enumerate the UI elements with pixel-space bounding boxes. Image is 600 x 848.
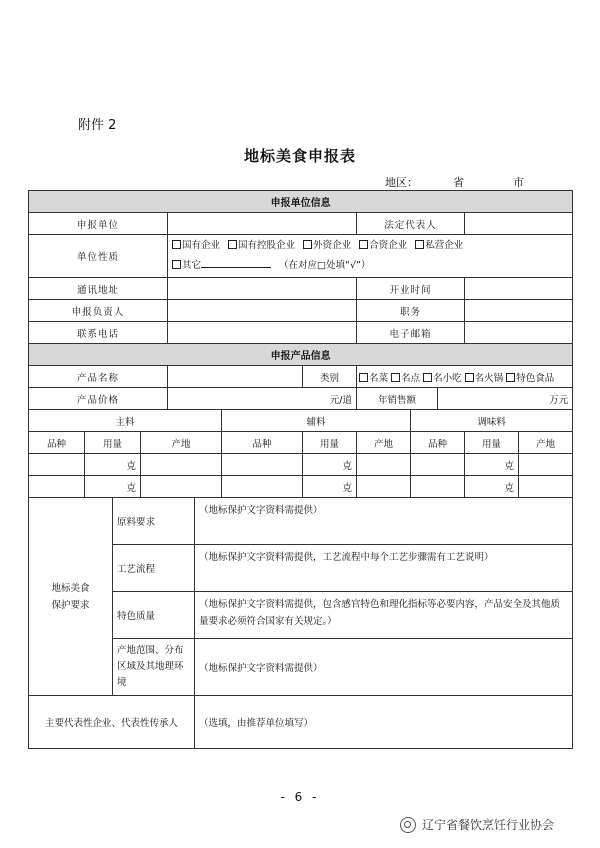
category-options [357,366,573,388]
nature-options [168,235,573,278]
position-label: 职务 [357,300,465,322]
checkbox-icon [172,240,181,249]
checkbox-icon [465,373,474,382]
price-label: 产品价格 [29,388,168,410]
form-title: 地标美食申报表 [243,147,356,165]
page-number: - 6 - [280,790,320,804]
checkbox-icon [423,373,432,382]
address-value[interactable] [168,278,357,300]
sales-value[interactable]: 万元 [438,388,573,410]
checkbox-icon [415,240,424,249]
nature-option[interactable]: 国有企业 [172,240,220,251]
ingredient-group-seasoning: 调味料 [411,410,573,432]
region-label: 地区： [385,176,418,189]
ingredient-cell[interactable] [411,454,465,476]
req-note-quality[interactable]: （地标保护文字资料需提供，包含感官特色和理化指标等必要内容，产品安全及其他质量要求必须符合国家有关规定。） [195,592,573,639]
representatives-note[interactable]: （选填，由推荐单位填写） [195,696,573,749]
checkbox-icon [172,260,181,269]
ingredient-amount[interactable]: 克 [303,454,357,476]
person-value[interactable] [168,300,357,322]
category-label: 类别 [303,366,357,388]
category-option[interactable]: 名点 [391,373,420,384]
address-label: 通讯地址 [29,278,168,300]
ingredient-cell[interactable] [519,476,573,498]
nature-option-other[interactable]: 其它 [172,260,271,271]
ingredient-cell[interactable] [222,476,303,498]
product-name-label: 产品名称 [29,366,168,388]
col-origin: 产地 [141,432,222,454]
checkbox-icon [303,240,312,249]
req-note-process[interactable]: （地标保护文字资料需提供，工艺流程中每个工艺步骤需有工艺说明） [195,545,573,592]
wechat-logo-icon [400,817,416,833]
ingredient-amount[interactable]: 克 [85,476,141,498]
category-option[interactable]: 名菜 [359,373,388,384]
person-label: 申报负责人 [29,300,168,322]
req-note-region[interactable]: （地标保护文字资料需提供） [195,639,573,696]
col-origin: 产地 [357,432,411,454]
ingredient-cell[interactable] [357,454,411,476]
nature-option[interactable]: 国有控股企业 [228,240,295,251]
ingredient-cell[interactable] [357,476,411,498]
attachment-label: 附件 2 [78,118,117,133]
legal-rep-label: 法定代表人 [357,213,465,235]
category-option[interactable]: 特色食品 [506,373,554,384]
other-blank[interactable] [201,258,271,268]
ingredient-cell[interactable] [141,454,222,476]
nature-option[interactable]: 私营企业 [415,240,463,251]
unit-label: 申报单位 [29,213,168,235]
city-label: 市 [513,176,524,189]
open-time-value[interactable] [465,278,573,300]
category-option[interactable]: 名火锅 [465,373,504,384]
req-label-quality: 特色质量 [113,592,195,639]
ingredient-amount[interactable]: 克 [465,476,519,498]
checkbox-icon [359,240,368,249]
checkbox-icon [228,240,237,249]
req-label-region: 产地范围、分布区域及其地理环境 [113,639,195,696]
ingredient-cell[interactable] [411,476,465,498]
checkbox-icon [359,373,368,382]
representatives-label: 主要代表性企业、代表性传承人 [29,696,195,749]
checkbox-icon [391,373,400,382]
phone-label: 联系电话 [29,322,168,344]
unit-value[interactable] [168,213,357,235]
col-amount: 用量 [85,432,141,454]
category-option[interactable]: 名小吃 [423,373,462,384]
sales-label: 年销售额 [357,388,438,410]
req-label-process: 工艺流程 [113,545,195,592]
watermark-text: 辽宁省餐饮烹饪行业协会 [422,818,555,832]
ingredient-amount[interactable]: 克 [85,454,141,476]
protection-label: 地标美食 保护要求 [29,498,113,696]
req-note-material[interactable]: （地标保护文字资料需提供） [195,498,573,545]
col-variety: 品种 [411,432,465,454]
ingredient-amount[interactable]: 克 [303,476,357,498]
application-form [28,190,573,749]
nature-hint: （在对应□处填“√”） [279,260,371,271]
watermark [400,816,554,833]
price-value[interactable]: 元/道 [168,388,357,410]
email-label: 电子邮箱 [357,322,465,344]
open-time-label: 开业时间 [357,278,465,300]
nature-option[interactable]: 合资企业 [359,240,407,251]
ingredient-cell[interactable] [519,454,573,476]
checkbox-icon [506,373,515,382]
req-label-material: 原料要求 [113,498,195,545]
unit-section-title: 申报单位信息 [29,191,573,213]
col-variety: 品种 [29,432,85,454]
position-value[interactable] [465,300,573,322]
nature-label: 单位性质 [29,235,168,278]
ingredient-cell[interactable] [29,454,85,476]
product-section-title: 申报产品信息 [29,344,573,366]
ingredient-group-main: 主料 [29,410,222,432]
product-name-value[interactable] [168,366,303,388]
col-origin: 产地 [519,432,573,454]
province-label: 省 [453,176,464,189]
ingredient-cell[interactable] [141,476,222,498]
nature-option[interactable]: 外资企业 [303,240,351,251]
ingredient-group-aux: 辅料 [222,410,411,432]
ingredient-cell[interactable] [222,454,303,476]
email-value[interactable] [465,322,573,344]
col-variety: 品种 [222,432,303,454]
ingredient-amount[interactable]: 克 [465,454,519,476]
ingredient-cell[interactable] [29,476,85,498]
col-amount: 用量 [465,432,519,454]
region-line [385,174,524,190]
col-amount: 用量 [303,432,357,454]
legal-rep-value[interactable] [465,213,573,235]
phone-value[interactable] [168,322,357,344]
